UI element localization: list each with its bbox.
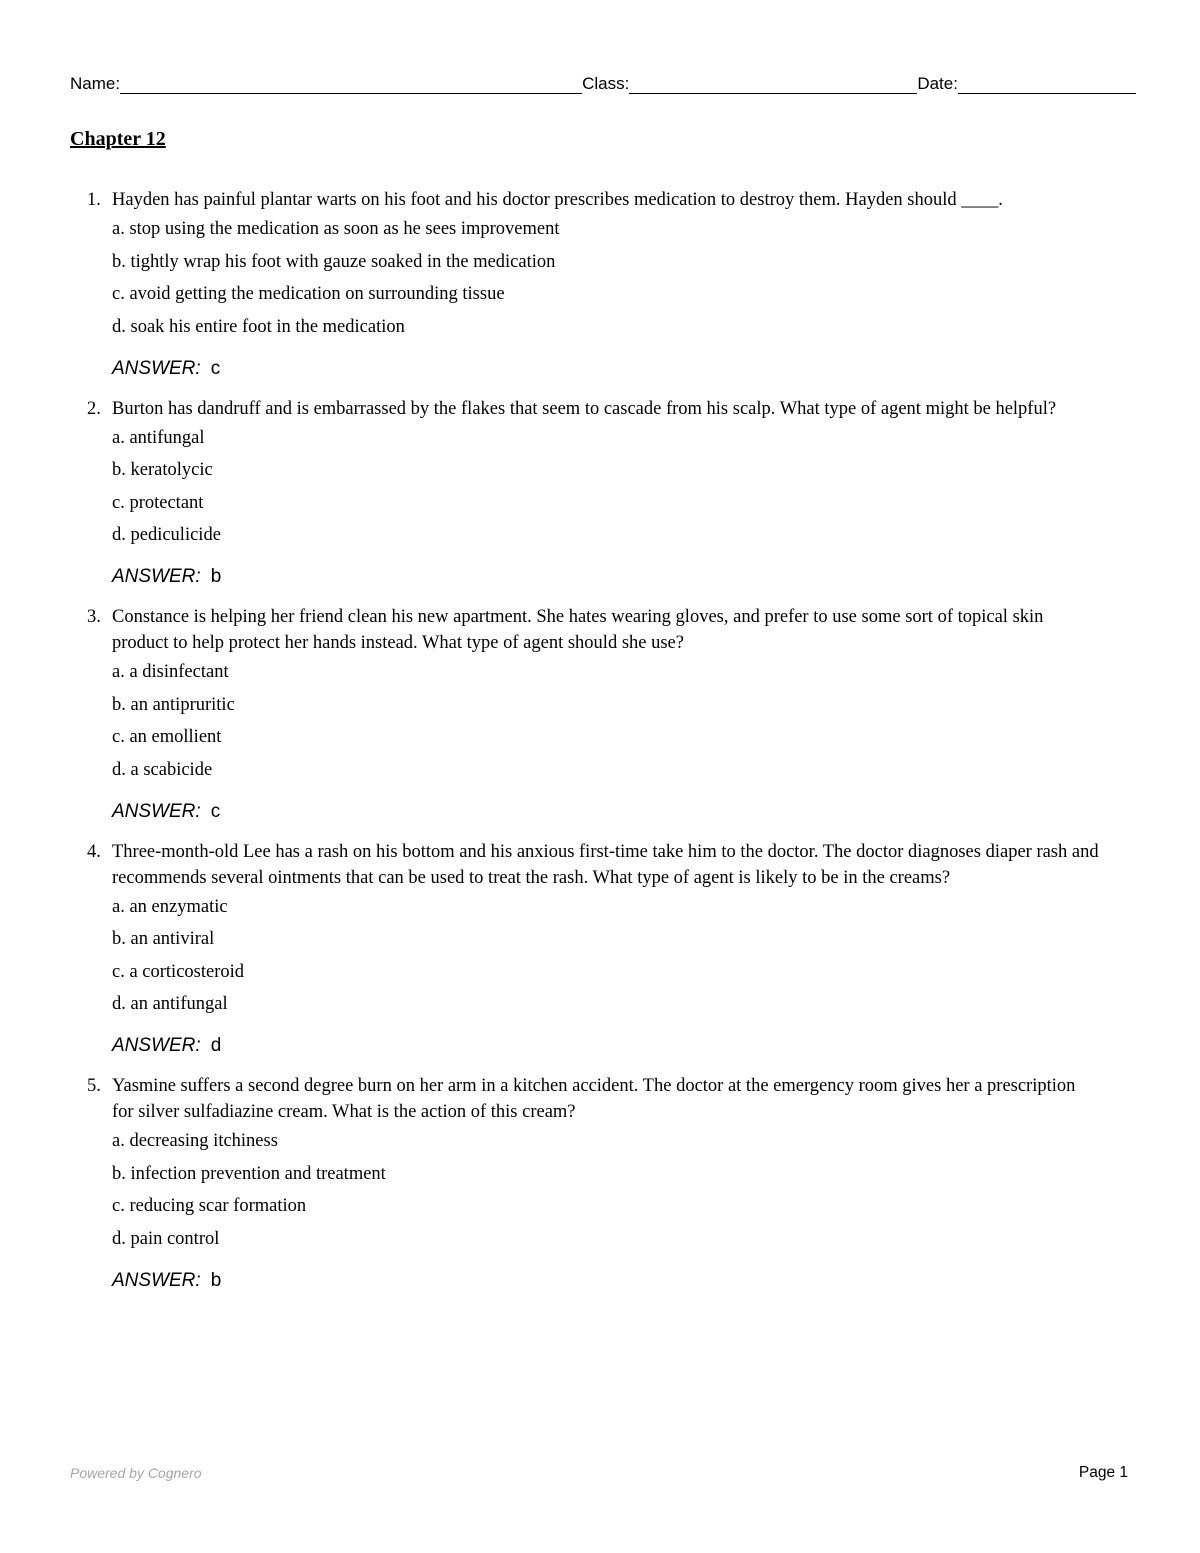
answer-line [112,1033,1099,1059]
answer-line [112,564,1099,590]
option-list [112,1128,1099,1252]
question-item [87,604,1099,825]
question-body [112,396,1099,591]
answer-label: ANSWER: [112,1269,201,1291]
answer-label: ANSWER: [112,800,201,822]
option-list [112,216,1099,340]
question-item [87,187,1099,382]
question-stem: Constance is helping her friend clean his new apartment. She hates wearing gloves, and prefer to use some sort of topical skin product to help protect her hands instead. What type of agent should she use? [112,607,1044,653]
date-blank-line [958,74,1136,94]
option-d: d. pediculicide [112,525,221,545]
option-d: d. soak his entire foot in the medication [112,316,405,337]
answer-value: b [210,566,222,587]
question-stem: Three-month-old Lee has a rash on his bottom and his anxious first-time take him to the doctor. The doctor diagnoses diaper rash and recommends several ointments that can be used to treat the rash. What type of agent is likely to be in the creams? [112,841,1099,888]
option-c: c. a corticosteroid [112,961,245,982]
option-d: d. an antifungal [112,994,228,1014]
option-b: b. an antiviral [112,929,215,949]
option-d: d. a scabicide [112,759,213,780]
answer-value: d [210,1035,222,1056]
option-a: a. decreasing itchiness [112,1131,278,1151]
option-b: b. keratolycic [112,460,213,480]
answer-label: ANSWER: [112,566,201,587]
question-body [112,187,1099,382]
option-b: b. an antipruritic [112,694,235,715]
answer-label: ANSWER: [112,1035,201,1056]
option-c: c. an emollient [112,727,222,747]
powered-by-footer: Powered by Cognero [70,1465,202,1481]
question-stem: Yasmine suffers a second degree burn on her arm in a kitchen accident. The doctor at the emergency room gives her a prescription for silver sulfadiazine cream. What is the action of this cream? [112,1076,1076,1122]
question-number: 1. [87,190,101,210]
option-a: a. a disinfectant [112,662,229,682]
question-body [112,604,1099,825]
question-stem: Burton has dandruff and is embarrassed by the flakes that seem to cascade from his scalp. What type of agent might be helpful? [112,398,1057,419]
question-item [87,396,1099,591]
answer-value: c [210,800,221,822]
option-a: a. stop using the medication as soon as he sees improvement [112,219,560,239]
question-item [87,1073,1099,1294]
option-a: a. antifungal [112,427,205,448]
page-number: Page 1 [1078,1464,1128,1481]
answer-line [112,799,1099,825]
option-d: d. pain control [112,1228,220,1249]
question-number: 4. [87,841,101,862]
answer-value: b [210,1269,222,1291]
question-list [87,187,1099,1308]
option-c: c. protectant [112,492,204,513]
answer-line [112,356,1099,382]
date-label: Date: [917,74,958,93]
option-list [112,659,1099,783]
question-stem: Hayden has painful plantar warts on his foot and his doctor prescribes medication to destroy them. Hayden should ____. [112,190,1003,210]
option-a: a. an enzymatic [112,896,228,917]
option-list [112,425,1099,549]
class-label: Class: [582,74,630,93]
question-number: 2. [87,398,101,419]
option-b: b. tightly wrap his foot with gauze soaked in the medication [112,251,556,272]
option-list [112,894,1099,1018]
answer-value: c [210,357,221,379]
name-label: Name: [70,74,121,93]
chapter-title: Chapter 12 [70,128,166,150]
option-b: b. infection prevention and treatment [112,1163,386,1184]
question-number: 3. [87,607,101,627]
question-body [112,839,1099,1060]
answer-label: ANSWER: [112,357,201,379]
option-c: c. avoid getting the medication on surrounding tissue [112,284,505,304]
answer-line [112,1268,1099,1294]
header-fields [70,72,1136,94]
name-blank-line [120,74,582,94]
option-c: c. reducing scar formation [112,1196,307,1216]
class-blank-line [629,74,917,94]
question-body [112,1073,1099,1294]
question-item [87,839,1099,1060]
question-number: 5. [87,1076,101,1096]
